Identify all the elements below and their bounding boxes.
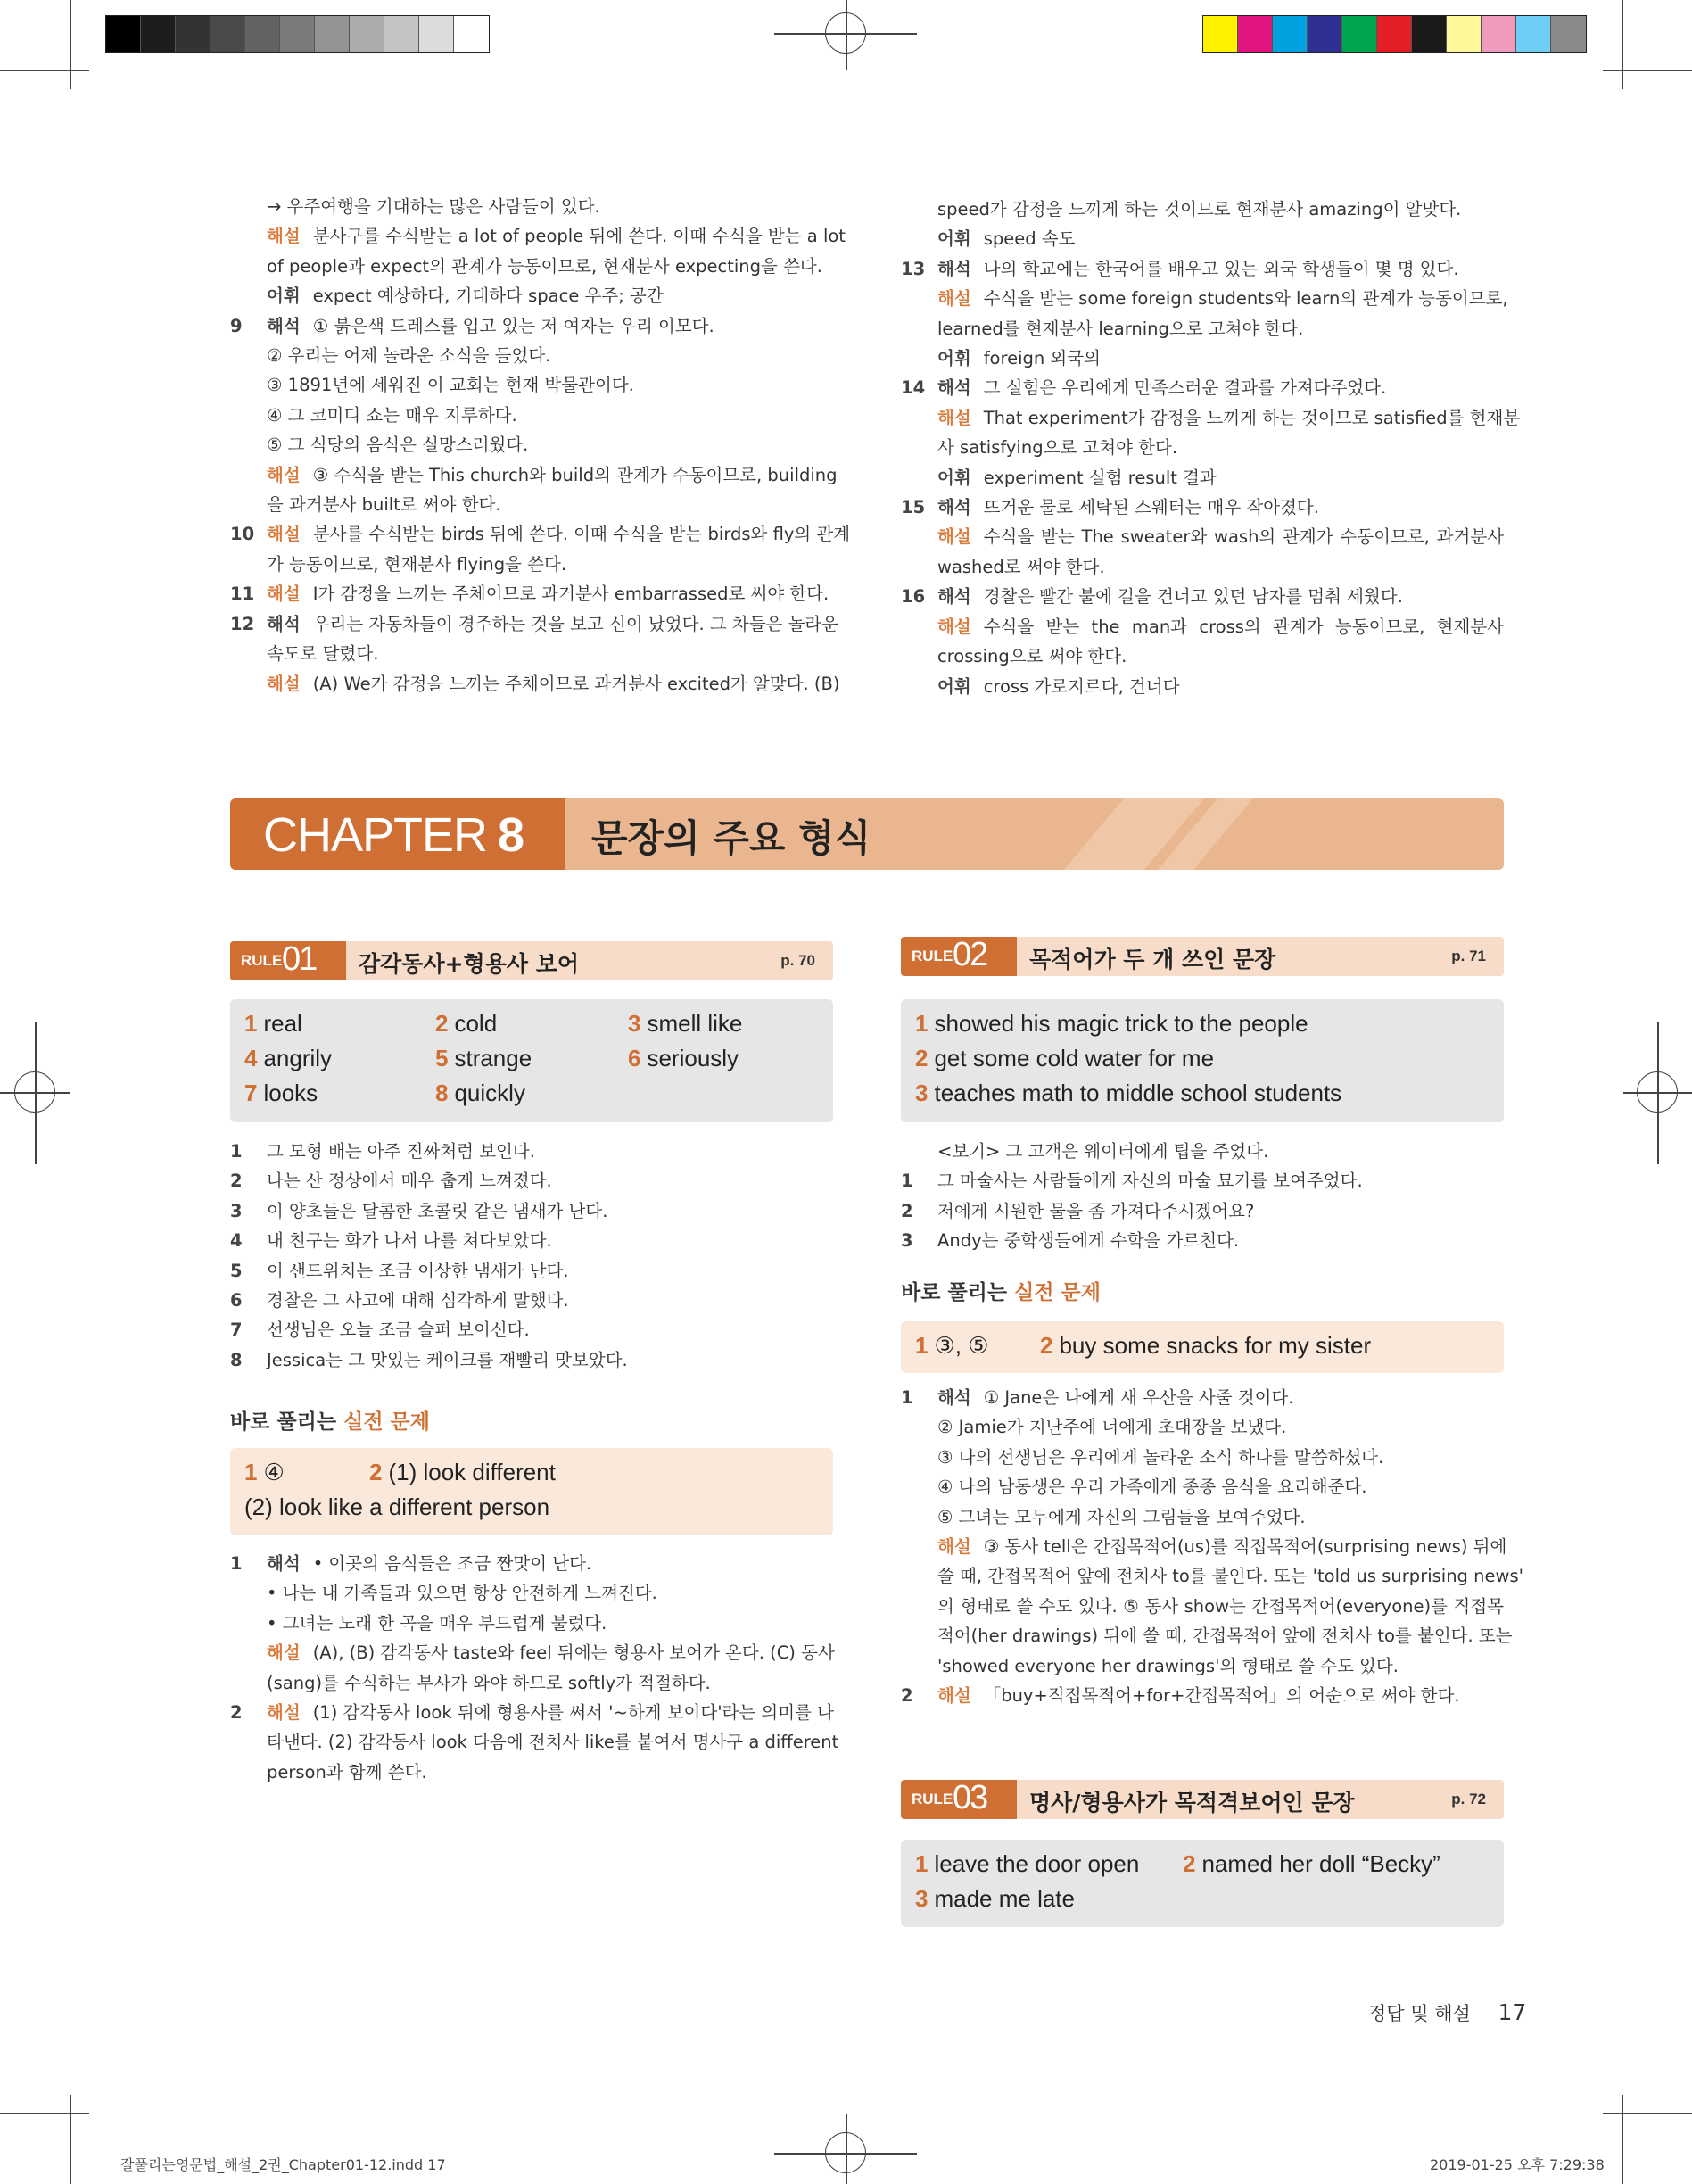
answer-text: leave the door open: [934, 1850, 1140, 1877]
rule-page-ref: p. 70: [780, 952, 815, 969]
explanation-text: crossing으로 써야 한다.: [937, 646, 1127, 667]
answer-number: 8: [435, 1080, 449, 1106]
item-number: 1: [901, 1387, 913, 1408]
answer-item: [244, 1493, 549, 1521]
text-line: [230, 1137, 833, 1166]
answer-text: quickly: [454, 1080, 525, 1106]
explanation-text: 나는 산 정상에서 매우 춥게 느껴졌다.: [267, 1171, 552, 1192]
rule-label: RULE: [241, 952, 283, 969]
explanation-text: That experiment가 감정을 느끼게 하는 것이므로 satisfied를 현재분: [983, 407, 1521, 428]
answer-text: buy some snacks for my sister: [1059, 1332, 1372, 1359]
rule-01-practice-heading: 바로 풀리는 실전 문제: [230, 1410, 430, 1434]
answer-number: 2: [915, 1045, 929, 1071]
text-line: [901, 1651, 1504, 1681]
text-line: [230, 192, 833, 221]
item-number: 2: [230, 1171, 243, 1192]
explanation-text: 그 모형 배는 아주 진짜처럼 보인다.: [267, 1141, 535, 1162]
item-number: 15: [901, 497, 926, 518]
explanation-text: speed 속도: [983, 228, 1076, 250]
text-line: [230, 669, 840, 699]
explanation-label: 해설: [267, 673, 301, 694]
answer-text: angrily: [263, 1045, 333, 1071]
text-line: [901, 373, 1504, 402]
explanation-text: ④ 나의 남동생은 우리 가족에게 종종 음식을 요리해준다.: [937, 1477, 1367, 1498]
text-line: [230, 370, 833, 400]
answer-text: cold: [454, 1010, 498, 1037]
explanation-text: ③ 나의 선생님은 우리에게 놀라운 소식 하나를 말씀하셨다.: [937, 1446, 1384, 1468]
explanation-label: 해석: [937, 1387, 971, 1408]
explanation-label: 어휘: [937, 228, 971, 250]
text-line: [230, 1578, 833, 1608]
explanation-text: 의 형태로 쓸 수도 있다. ⑤ 동사 show는 간접목적어(everyone)를 직접목: [937, 1595, 1504, 1617]
explanation-text: expect 예상하다, 기대하다 space 우주; 공간: [312, 285, 664, 307]
chapter-word: CHAPTER: [263, 808, 488, 862]
text-line: [230, 1638, 833, 1667]
explanation-text: ④ 그 코미디 쇼는 매우 지루하다.: [267, 404, 517, 426]
item-number: 3: [901, 1230, 913, 1252]
explanation-text: 속도로 달렸다.: [267, 643, 379, 665]
rule-02-header: [901, 937, 1504, 976]
explanation-text: ② 우리는 어제 놀라운 소식을 들었다.: [267, 345, 551, 367]
explanation-label: 해설: [267, 583, 301, 605]
explanation-text: 그 실험은 우리에게 만족스러운 결과를 가져다주었다.: [983, 377, 1387, 399]
answer-number: 1: [244, 1010, 258, 1037]
text-line: [901, 1472, 1504, 1502]
cmyk-color-bar: [1202, 15, 1587, 53]
explanation-text: speed가 감정을 느끼게 하는 것이므로 현재분사 amazing이 알맞다.: [937, 199, 1462, 219]
explanation-text: 쓸 때, 간접목적어 앞에 전치사 to를 붙인다. 또는 'told us surprising news': [937, 1566, 1523, 1587]
rule-title: 목적어가 두 개 쓰인 문장: [1029, 947, 1276, 972]
item-number: 11: [230, 583, 255, 605]
text-line: [230, 401, 833, 430]
crop-mark: [1603, 2113, 1692, 2114]
item-number: 1: [901, 1171, 913, 1192]
explanation-label: 해설: [937, 407, 971, 428]
rule-label: RULE: [912, 1791, 953, 1808]
rule-02-practice-heading: 바로 풀리는 실전 문제: [901, 1281, 1101, 1304]
text-line: [230, 341, 833, 370]
explanation-text: 타낸다. (2) 감각동사 look 다음에 전치사 like를 붙여서 명사구 a different: [267, 1732, 839, 1753]
answer-number: 5: [435, 1045, 449, 1071]
text-line: [901, 1412, 1504, 1442]
explanation-text: ③ 1891년에 세워진 이 교회는 현재 박물관이다.: [267, 375, 634, 396]
text-line: [901, 1681, 1504, 1710]
item-number: 6: [230, 1290, 243, 1311]
explanation-label: 해설: [267, 464, 301, 485]
explanation-text: ⑤ 그 식당의 음식은 실망스러웠다.: [267, 434, 529, 456]
answer-item: [435, 1080, 525, 1107]
explanation-text: 이 샌드위치는 조금 이상한 냄새가 난다.: [267, 1260, 569, 1281]
text-line: [901, 522, 1504, 551]
answer-item: [915, 1850, 1139, 1878]
crop-mark: [1622, 2095, 1623, 2184]
text-line: [901, 194, 1504, 224]
item-number: 8: [230, 1349, 243, 1370]
chapter-banner: [230, 798, 1504, 870]
text-line: [901, 641, 1504, 671]
answer-number: 6: [628, 1045, 641, 1071]
explanation-text: 수식을 받는 the man과 cross의 관계가 능동이므로, 현재분사: [983, 616, 1504, 637]
text-line: [901, 1561, 1523, 1591]
page-footer: [1368, 1999, 1526, 2026]
explanation-label: 해석: [937, 258, 971, 279]
answer-text: strange: [454, 1045, 532, 1071]
text-line: [230, 490, 833, 519]
explanation-text: learned를 현재분사 learning으로 고쳐야 한다.: [937, 318, 1304, 339]
explanation-text: foreign 외국의: [983, 348, 1101, 369]
text-line: [901, 403, 1521, 433]
text-line: [230, 609, 839, 639]
explanation-text: • 그녀는 노래 한 곡을 매우 부드럽게 불렀다.: [267, 1612, 607, 1634]
text-line: [901, 1226, 1504, 1255]
crop-mark: [1622, 0, 1623, 89]
text-line: [230, 1727, 839, 1757]
answer-number: 3: [915, 1080, 929, 1106]
text-line: [230, 1226, 833, 1255]
explanation-text: 사 satisfying으로 고쳐야 한다.: [937, 437, 1178, 459]
explanation-label: 해석: [937, 586, 971, 608]
answer-item: [915, 1045, 1214, 1072]
text-line: [901, 1621, 1513, 1650]
text-line: [901, 1502, 1504, 1532]
explanation-label: 해설: [267, 226, 301, 247]
answer-text: made me late: [934, 1885, 1075, 1912]
explanation-text: 수식을 받는 The sweater와 wash의 관계가 수동이므로, 과거분사: [983, 526, 1504, 548]
text-line: [230, 311, 833, 341]
explanation-text: (A) We가 감정을 느끼는 주체이므로 과거분사 excited가 알맞다. (B): [312, 673, 840, 694]
text-line: [230, 1758, 833, 1787]
text-line: [901, 492, 1504, 522]
answer-text: (2) look like a different person: [244, 1493, 550, 1520]
answer-number: 7: [244, 1080, 258, 1106]
rule-01-header: [230, 941, 833, 980]
explanation-text: 나의 학교에는 한국어를 배우고 있는 외국 학생들이 몇 명 있다.: [983, 258, 1459, 279]
explanation-label: 어휘: [937, 467, 971, 488]
explanation-text: 적어(her drawings) 뒤에 쓸 때, 간접목적어 앞에 전치사 to를 붙인다. 또는: [937, 1626, 1513, 1647]
text-line: [230, 1196, 833, 1226]
explanation-text: <보기> 그 고객은 웨이터에게 팁을 주었다.: [937, 1141, 1269, 1162]
explanation-text: (1) 감각동사 look 뒤에 형용사를 써서 '~하게 보이다'라는 의미를 나: [312, 1702, 834, 1724]
text-line: [901, 1166, 1504, 1195]
answer-item: [244, 1010, 302, 1038]
explanation-text: 저에게 시원한 물을 좀 가져다주시겠어요?: [937, 1200, 1255, 1221]
rule-page-ref: p. 72: [1451, 1791, 1486, 1808]
answer-item: [244, 1045, 332, 1072]
item-number: 1: [230, 1553, 243, 1574]
explanation-text: ② Jamie가 지난주에 너에게 초대장을 보냈다.: [937, 1417, 1287, 1438]
crop-mark: [70, 0, 71, 89]
answer-text: named her doll “Becky”: [1201, 1850, 1440, 1877]
text-line: [230, 550, 833, 579]
text-line: [901, 343, 1504, 373]
explanation-text: 뜨거운 물로 세탁된 스웨터는 매우 작아졌다.: [983, 497, 1319, 518]
item-number: 4: [230, 1230, 243, 1252]
rule-02-practice-explanations: [901, 1383, 1523, 1710]
answer-item: [915, 1080, 1341, 1107]
rule-01-answer-box: [230, 999, 833, 1122]
slug-timestamp: 2019-01-25 오후 7:29:38: [1430, 2156, 1605, 2173]
explanation-text: → 우주여행을 기대하는 많은 사람들이 있다.: [267, 196, 600, 217]
item-number: 3: [230, 1200, 243, 1221]
text-line: [901, 254, 1504, 284]
explanation-text: 분사구를 수식받는 a lot of people 뒤에 쓴다. 이때 수식을 받는 a lot: [312, 226, 846, 247]
text-line: [901, 314, 1504, 343]
answer-number: 2: [1040, 1332, 1053, 1359]
explanation-label: 해설: [937, 1685, 971, 1707]
explanation-label: 해석: [267, 315, 301, 336]
answer-item: [915, 1885, 1075, 1913]
explanation-text: 경찰은 그 사고에 대해 심각하게 말했다.: [267, 1290, 569, 1311]
answer-number: 3: [915, 1885, 929, 1912]
text-line: [230, 252, 833, 281]
rule-label: RULE: [912, 947, 953, 964]
explanation-text: 분사를 수식받는 birds 뒤에 쓴다. 이때 수식을 받는 birds와 fly의 관계: [312, 524, 851, 545]
item-number: 12: [230, 613, 255, 634]
explanation-text: 이 양초들은 달콤한 초콜릿 같은 냄새가 난다.: [267, 1200, 608, 1221]
explanation-label: 해설: [267, 524, 301, 545]
text-line: [901, 612, 1504, 641]
answer-item: [1183, 1850, 1440, 1878]
text-line: [230, 1286, 833, 1315]
answer-item: [628, 1010, 742, 1038]
text-line: [901, 1532, 1507, 1561]
crop-mark: [0, 2113, 89, 2114]
rule-01-practice-answer-box: [230, 1448, 833, 1535]
text-line: [230, 1609, 833, 1638]
answer-number: 1: [244, 1459, 258, 1485]
explanation-label: 어휘: [937, 348, 971, 369]
answer-number: 1: [915, 1332, 929, 1359]
explanation-text: • 이곳의 음식들은 조금 짠맛이 난다.: [312, 1553, 592, 1574]
answer-number: 2: [1183, 1850, 1196, 1877]
text-line: [230, 1668, 833, 1698]
item-number: 5: [230, 1260, 243, 1281]
explanation-text: • 나는 내 가족들과 있으면 항상 안전하게 느껴진다.: [267, 1583, 657, 1604]
explanation-text: ① Jane은 나에게 새 우산을 사줄 것이다.: [983, 1387, 1294, 1408]
text-line: [230, 460, 838, 490]
answer-item: [435, 1045, 532, 1072]
rule-number: 01: [282, 940, 317, 978]
explanation-text: ③ 수식을 받는 This church와 build의 관계가 수동이므로, building: [312, 464, 838, 485]
explanation-text: cross 가로지르다, 건너다: [983, 675, 1180, 697]
explanation-text: washed로 써야 한다.: [937, 556, 1105, 577]
rule-03-header: [901, 1780, 1504, 1819]
answer-number: 4: [244, 1045, 258, 1071]
text-line: [901, 1592, 1504, 1621]
answer-item: [915, 1010, 1308, 1038]
slug-filename: 잘풀리는영문법_해설_2권_Chapter01-12.indd 17: [120, 2156, 446, 2173]
answer-text: looks: [263, 1080, 318, 1106]
text-line: [901, 552, 1504, 582]
explanation-text: 선생님은 오늘 조금 슬퍼 보이신다.: [267, 1320, 530, 1341]
rule-number: 02: [953, 936, 987, 973]
explanation-label: 어휘: [267, 285, 301, 307]
answer-text: teaches math to middle school students: [934, 1080, 1342, 1106]
explanation-label: 해석: [267, 1553, 301, 1574]
explanation-label: 해석: [937, 377, 971, 399]
answer-item: [369, 1459, 556, 1486]
crop-mark: [1603, 70, 1692, 71]
answer-item: [435, 1010, 497, 1038]
grayscale-color-bar: [105, 15, 490, 53]
rule-02-translations: [901, 1137, 1504, 1256]
text-line: [230, 221, 846, 251]
explanation-label: 해설: [937, 616, 971, 637]
explanation-label: 해설: [267, 1642, 301, 1664]
answer-number: 1: [915, 1010, 929, 1037]
text-line: [901, 1196, 1504, 1226]
rule-01-translations: [230, 1137, 833, 1375]
text-line: [230, 579, 833, 608]
answer-number: 1: [915, 1850, 929, 1877]
explanation-label: 해설: [937, 1536, 971, 1558]
rule-02-practice-answer-box: [901, 1321, 1504, 1373]
answer-text: real: [263, 1010, 302, 1037]
answer-number: 2: [369, 1459, 383, 1485]
text-line: [230, 1698, 833, 1727]
explanation-text: 우리는 자동차들이 경주하는 것을 보고 신이 났었다. 그 차들은 놀라운: [312, 613, 839, 634]
answer-item: [915, 1332, 989, 1360]
text-line: [230, 281, 833, 310]
rule-number: 03: [953, 1779, 987, 1816]
explanation-text: of people과 expect의 관계가 능동이므로, 현재분사 expecting을 쓴다.: [267, 255, 822, 277]
text-line: [901, 284, 1508, 313]
chapter-number: 8: [498, 808, 524, 862]
crop-mark: [70, 2095, 71, 2184]
text-line: [230, 1315, 833, 1344]
text-line: [901, 1443, 1504, 1472]
answer-text: (1) look different: [388, 1459, 556, 1485]
item-number: 13: [901, 258, 926, 279]
text-line: [901, 433, 1504, 462]
rule-02-answer-box: [901, 999, 1504, 1122]
answer-number: 2: [435, 1010, 449, 1037]
answer-text: seriously: [647, 1045, 739, 1071]
answer-item: [1040, 1332, 1371, 1360]
text-line: [901, 463, 1504, 492]
crop-mark: [0, 70, 89, 71]
text-line: [230, 1166, 833, 1195]
text-line: [230, 519, 851, 549]
explanation-text: 「buy+직접목적어+for+간접목적어」의 어순으로 써야 한다.: [983, 1685, 1460, 1707]
explanation-label: 해설: [937, 526, 971, 548]
explanation-text: ⑤ 그녀는 모두에게 자신의 그림들을 보여주었다.: [937, 1506, 1306, 1527]
explanation-text: 수식을 받는 some foreign students와 learn의 관계가 능동이므로,: [983, 288, 1508, 310]
explanation-text: (sang)를 수식하는 부사가 와야 하므로 softly가 적절하다.: [267, 1672, 711, 1693]
rule-01-practice-explanations: [230, 1549, 839, 1787]
text-line: [230, 1549, 833, 1578]
text-line: [901, 672, 1504, 701]
item-number: 1: [230, 1141, 243, 1162]
explanation-label: 어휘: [937, 675, 971, 697]
answer-text: showed his magic trick to the people: [934, 1010, 1308, 1037]
explanation-text: Jessica는 그 맛있는 케이크를 재빨리 맛보았다.: [267, 1349, 628, 1370]
rule-page-ref: p. 71: [1451, 947, 1486, 964]
text-line: [901, 582, 1504, 611]
item-number: 2: [901, 1200, 913, 1221]
explanation-label: 해석: [937, 497, 971, 518]
answer-text: ③, ⑤: [934, 1332, 989, 1359]
explanation-text: 그 마술사는 사람들에게 자신의 마술 묘기를 보여주었다.: [937, 1171, 1363, 1192]
explanation-text: 경찰은 빨간 불에 길을 건너고 있던 남자를 멈춰 세웠다.: [983, 586, 1403, 608]
explanation-text: ③ 동사 tell은 간접목적어(us)를 직접목적어(surprising news) 뒤에: [983, 1536, 1507, 1558]
text-line: [230, 639, 833, 668]
text-line: [230, 1256, 833, 1286]
chapter-title: 문장의 주요 형식: [591, 816, 871, 860]
text-line: [901, 224, 1504, 253]
explanation-text: 내 친구는 화가 나서 나를 쳐다보았다.: [267, 1230, 552, 1252]
item-number: 7: [230, 1320, 243, 1341]
item-number: 9: [230, 315, 243, 336]
rule-03-answer-box: [901, 1840, 1504, 1927]
answer-text: get some cold water for me: [934, 1045, 1215, 1071]
explanation-text: (A), (B) 감각동사 taste와 feel 뒤에는 형용사 보어가 온다. (C) 동사: [312, 1642, 835, 1664]
explanation-label: 해설: [267, 1702, 301, 1724]
explanation-text: Andy는 중학생들에게 수학을 가르친다.: [937, 1230, 1240, 1252]
item-number: 2: [230, 1702, 243, 1724]
text-line: [901, 1383, 1504, 1412]
explanation-text: I가 감정을 느끼는 주체이므로 과거분사 embarrassed로 써야 한다.: [312, 583, 829, 605]
answer-number: 3: [628, 1010, 641, 1037]
item-number: 16: [901, 586, 926, 608]
explanation-text: ① 붉은색 드레스를 입고 있는 저 여자는 우리 이모다.: [312, 315, 714, 336]
explanation-text: 을 과거분사 built로 써야 한다.: [267, 494, 501, 516]
text-line: [230, 1345, 833, 1375]
footer-label: 정답 및 해설: [1368, 2003, 1471, 2024]
item-number: 10: [230, 524, 255, 545]
explanation-text: person과 함께 쓴다.: [267, 1761, 427, 1783]
page-number: 17: [1498, 1999, 1527, 2025]
explanation-text: 'showed everyone her drawings'의 형태로 쓸 수도 있다.: [937, 1655, 1399, 1676]
explanation-label: 해설: [937, 288, 971, 310]
item-number: 2: [901, 1685, 913, 1707]
explanation-column-top-right: [901, 194, 1521, 701]
answer-item: [244, 1459, 285, 1486]
rule-title: 명사/형용사가 목적격보어인 문장: [1029, 1790, 1355, 1816]
item-number: 14: [901, 377, 926, 399]
answer-text: smell like: [647, 1010, 743, 1037]
answer-item: [628, 1045, 739, 1072]
answer-text: ④: [263, 1459, 285, 1485]
text-line: [901, 1137, 1504, 1166]
answer-item: [244, 1080, 318, 1107]
rule-title: 감각동사+형용사 보어: [359, 951, 580, 977]
explanation-text: experiment 실험 result 결과: [983, 467, 1217, 488]
text-line: [230, 430, 833, 459]
explanation-text: 가 능동이므로, 현재분사 flying을 쓴다.: [267, 553, 567, 575]
explanation-label: 해석: [267, 613, 301, 634]
explanation-column-top-left: [230, 192, 851, 699]
